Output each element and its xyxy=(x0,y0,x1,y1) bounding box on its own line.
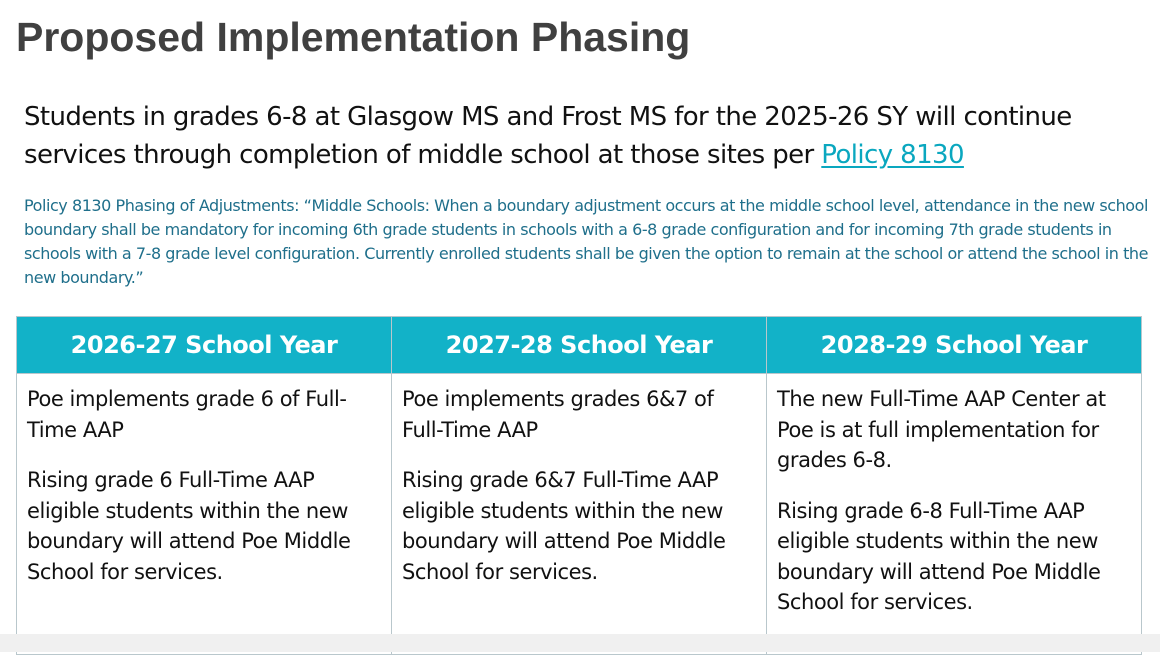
cell-2027-28-detail: Rising grade 6&7 Full-Time AAP eligible students within the new boundary will attend Poe Middle School for services. xyxy=(402,468,726,584)
column-header-2028-29: 2028-29 School Year xyxy=(767,317,1142,374)
cell-2028-29-detail: Rising grade 6-8 Full-Time AAP eligible students within the new boundary will attend Poe Middle School for services. xyxy=(777,498,1101,614)
cell-2026-27 xyxy=(17,374,392,655)
lead-text: Students in grades 6-8 at Glasgow MS and Frost MS for the 2025-26 SY will continue services through completion of middle school at those sites per xyxy=(24,102,1072,170)
column-header-2026-27: 2026-27 School Year xyxy=(17,317,392,374)
phasing-table xyxy=(16,316,1142,655)
table-row xyxy=(17,374,1142,655)
cell-2026-27-summary: Poe implements grade 6 of Full-Time AAP xyxy=(27,387,347,442)
cell-2026-27-detail: Rising grade 6 Full-Time AAP eligible students within the new boundary will attend Poe Middle School for services. xyxy=(27,468,351,584)
cell-2027-28-summary: Poe implements grades 6&7 of Full-Time AAP xyxy=(402,387,714,442)
policy-quote: Policy 8130 Phasing of Adjustments: “Middle Schools: When a boundary adjustment occurs at the middle school level, attendance in the new school boundary shall be mandatory for incoming 6th grade students in schools with a 6-8 grade configuration and for incoming 7th grade students in schools with a 7-8 grade level configuration. Currently enrolled students shall be given the option to remain at the school or attend the school in the new boundary.” xyxy=(24,196,1148,287)
lead-paragraph xyxy=(24,98,1144,174)
bottom-scroll-strip xyxy=(0,634,1160,652)
table-header-row xyxy=(17,317,1142,374)
column-header-2027-28: 2027-28 School Year xyxy=(392,317,767,374)
cell-2028-29 xyxy=(767,374,1142,655)
page-title: Proposed Implementation Phasing xyxy=(16,14,691,60)
cell-2028-29-summary: The new Full-Time AAP Center at Poe is at full implementation for grades 6-8. xyxy=(777,387,1106,472)
policy-8130-link[interactable]: Policy 8130 xyxy=(821,140,964,170)
cell-2027-28 xyxy=(392,374,767,655)
